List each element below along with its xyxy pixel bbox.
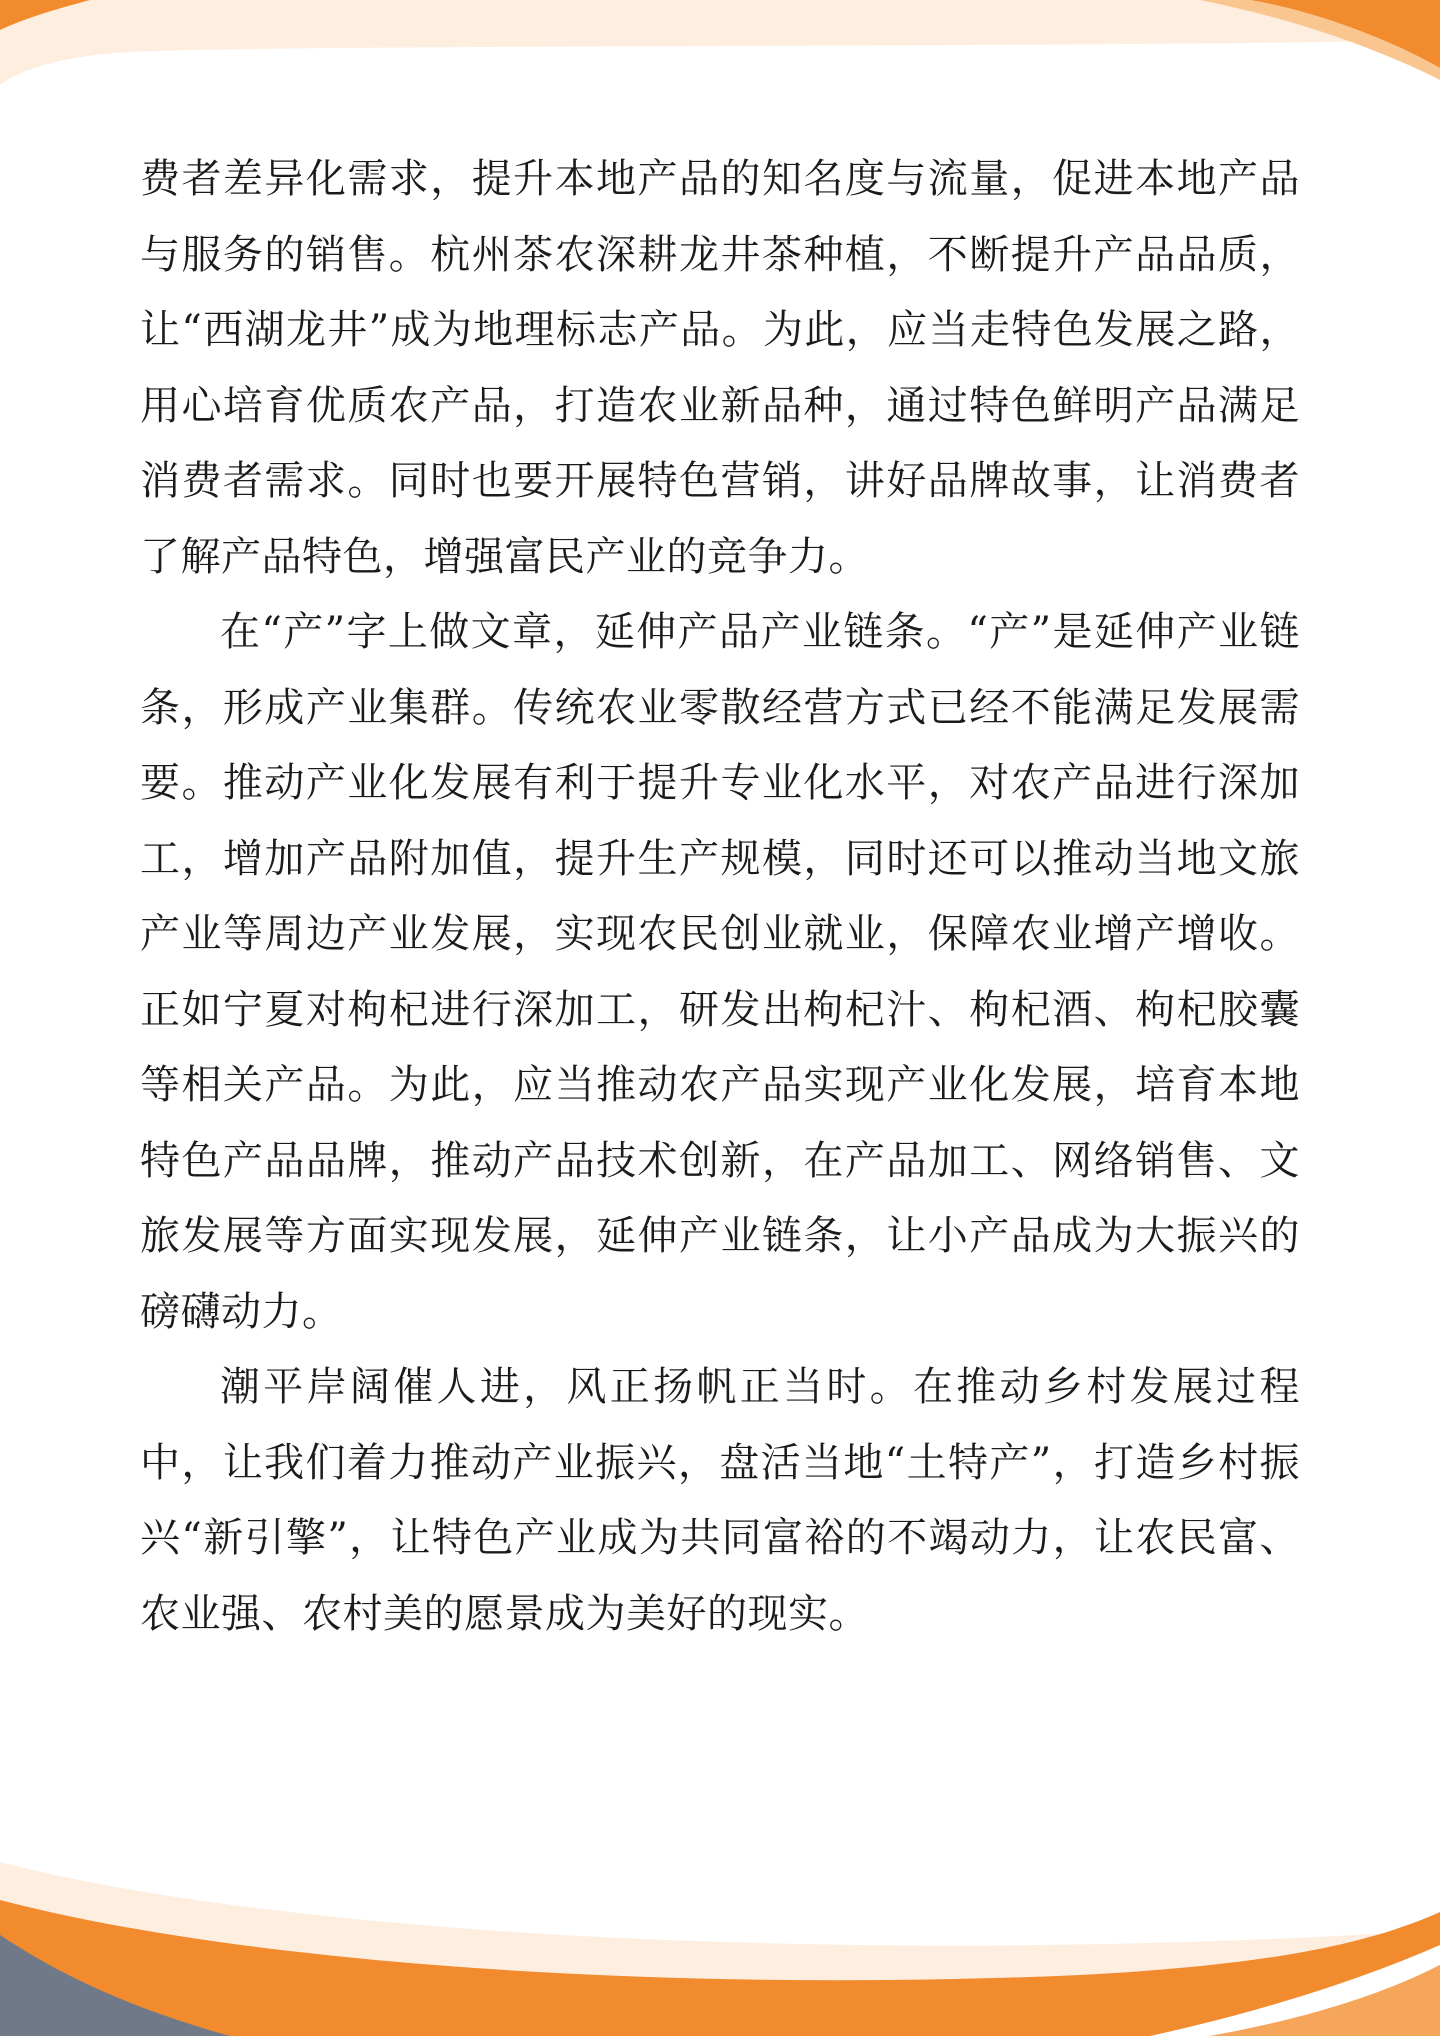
paragraph-continuation: 费者差异化需求，提升本地产品的知名度与流量，促进本地产品与服务的销售。杭州茶农深耕龙井茶种植，不断提升产品品质，让“西湖龙井”成为地理标志产品。为此，应当走特色发展之路，用心培育优质农产品，打造农业新品种，通过特色鲜明产品满足消费者需求。同时也要开展特色营销，讲好品牌故事，让消费者了解产品特色，增强富民产业的竞争力。 bbox=[140, 156, 1300, 580]
article-body bbox=[140, 142, 1300, 1652]
paragraph-conclusion: 潮平岸阔催人进，风正扬帆正当时。在推动乡村发展过程中，让我们着力推动产业振兴，盘活当地“土特产”，打造乡村振兴“新引擎”，让特色产业成为共同富裕的不竭动力，让农民富、农业强、农村美的愿景成为美好的现实。 bbox=[140, 1364, 1300, 1637]
paragraph-industry-chain: 在“产”字上做文章，延伸产品产业链条。“产”是延伸产业链条，形成产业集群。传统农业零散经营方式已经不能满足发展需要。推动产业化发展有利于提升专业化水平，对农产品进行深加工，增加产品附加值，提升生产规模，同时还可以推动当地文旅产业等周边产业发展，实现农民创业就业，保障农业增产增收。正如宁夏对枸杞进行深加工，研发出枸杞汁、枸杞酒、枸杞胶囊等相关产品。为此，应当推动农产品实现产业化发展，培育本地特色产品品牌，推动产品技术创新，在产品加工、网络销售、文旅发展等方面实现发展，延伸产业链条，让小产品成为大振兴的磅礴动力。 bbox=[140, 609, 1300, 1335]
top-peach-band bbox=[0, 0, 1440, 85]
